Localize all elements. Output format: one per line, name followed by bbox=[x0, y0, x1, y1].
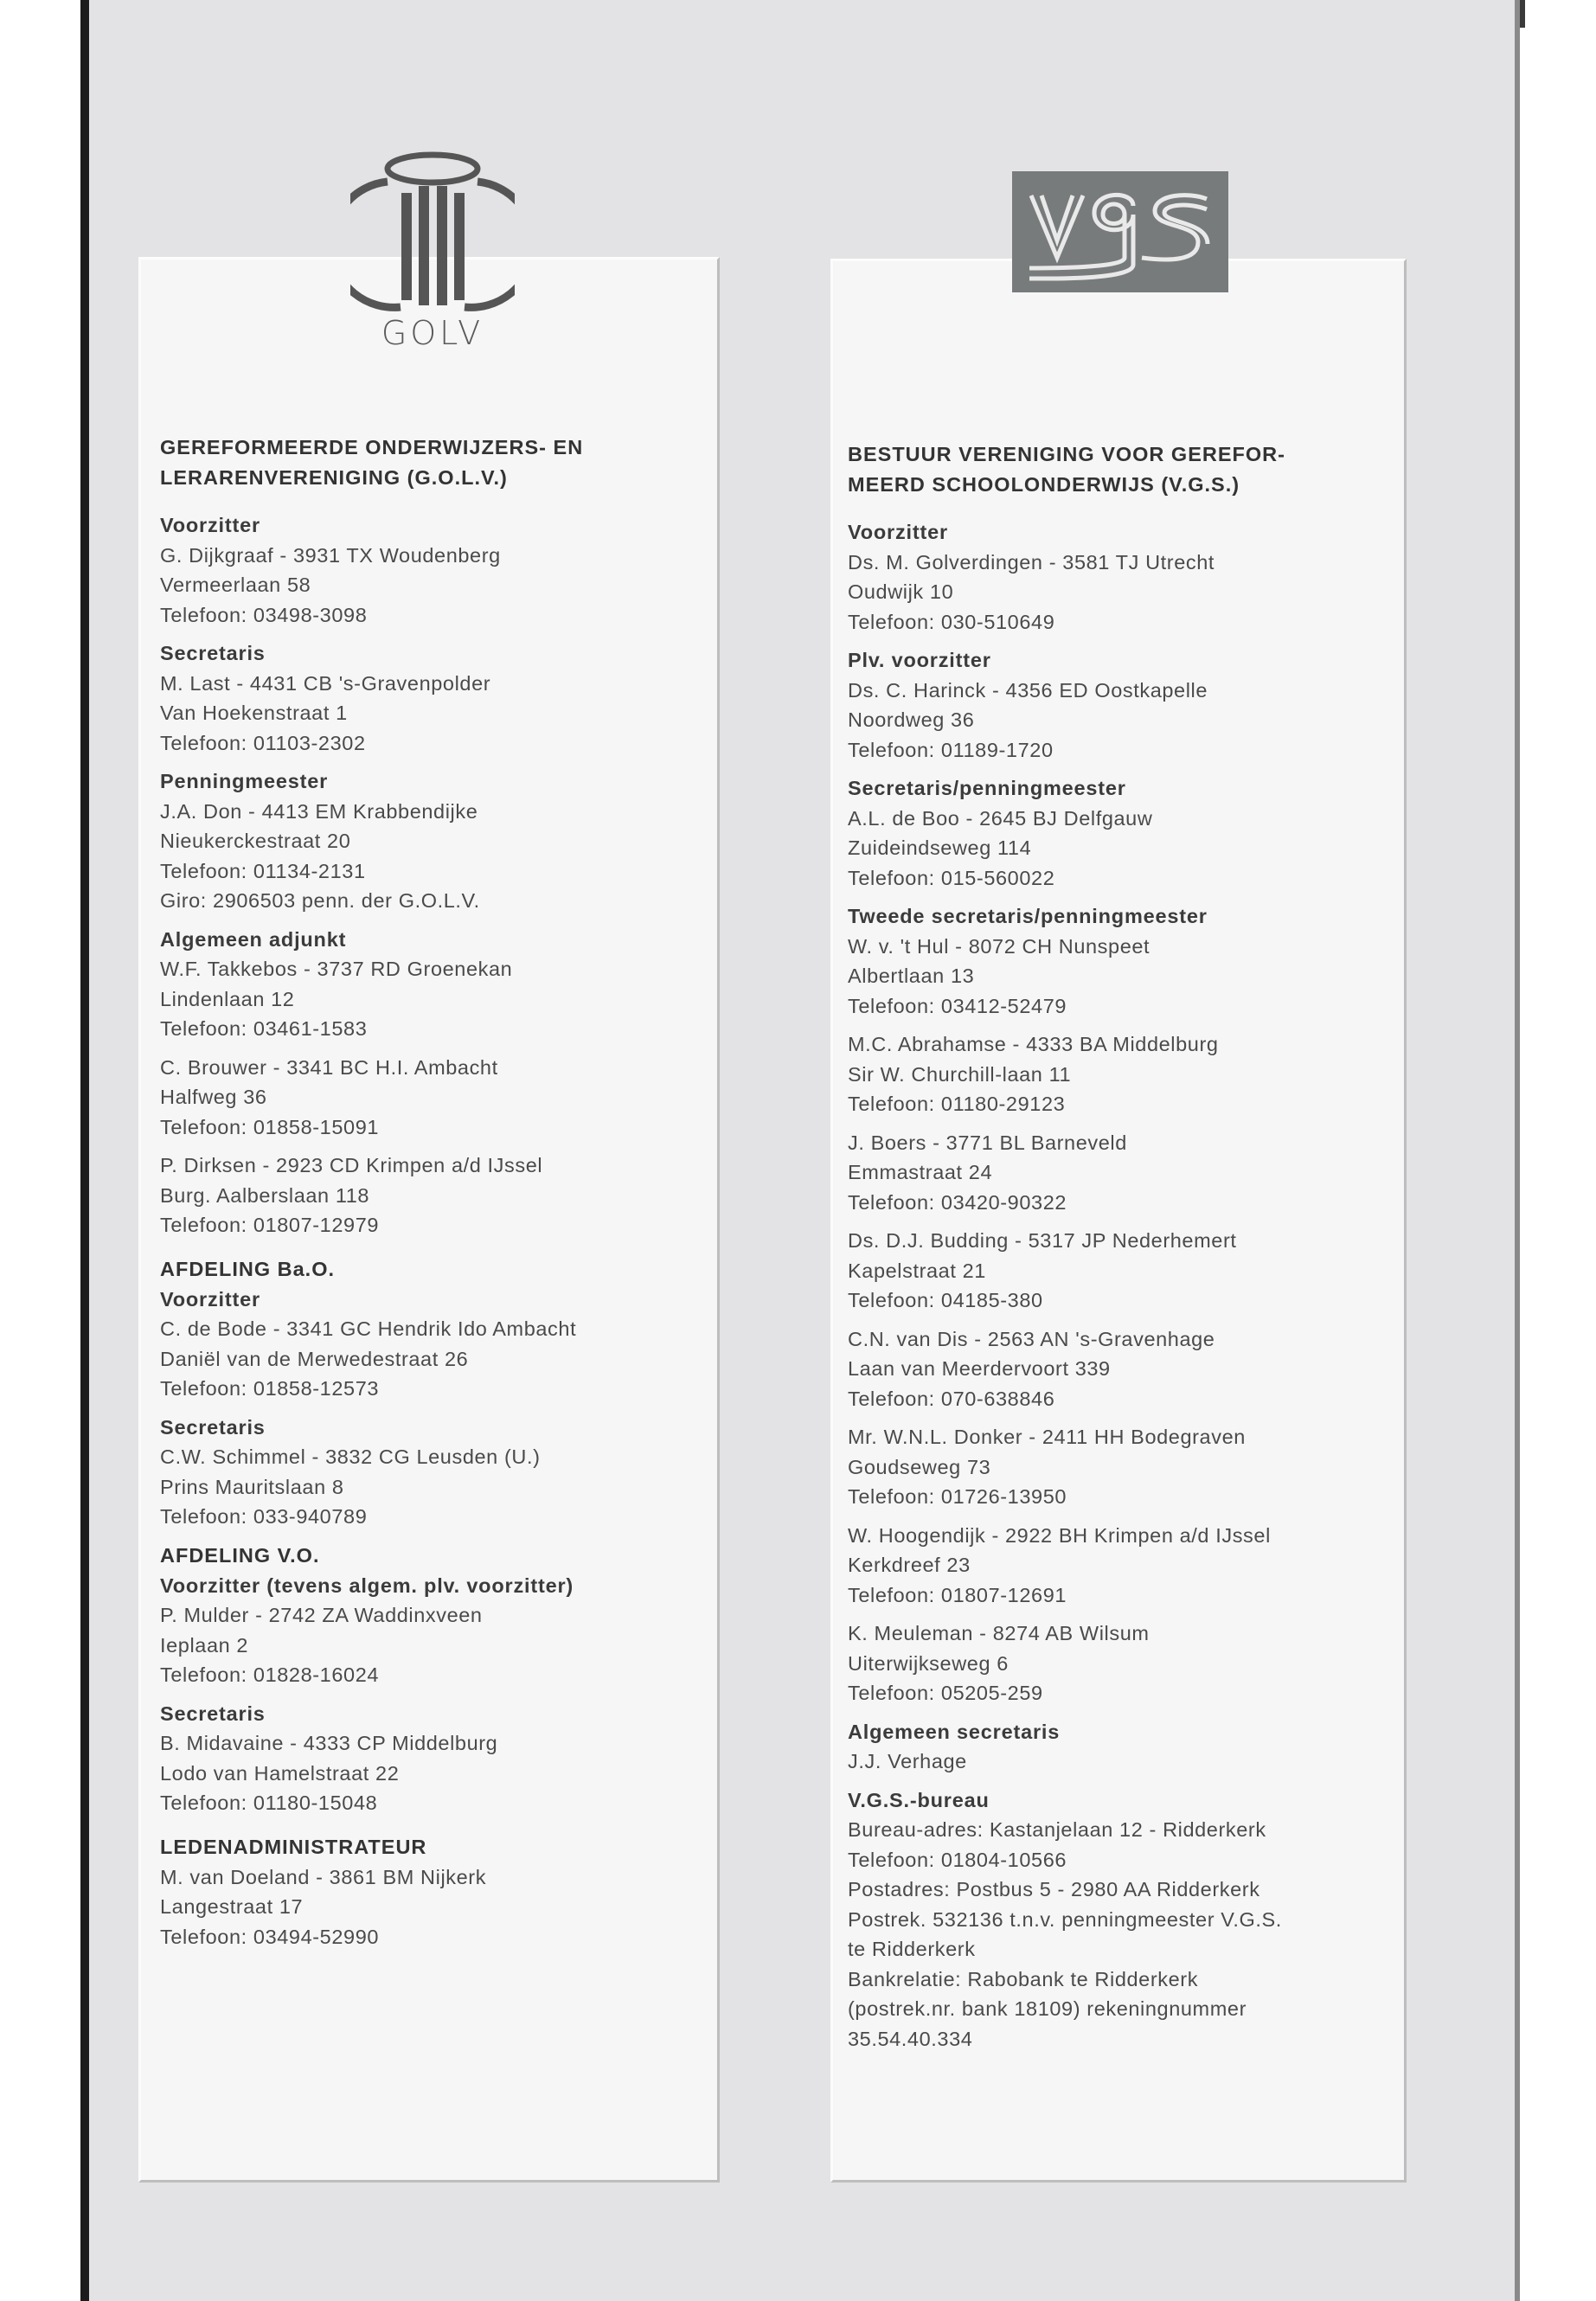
golv-heading: GEREFORMEERDE ONDERWIJZERS- EN bbox=[160, 436, 584, 458]
golv-contact-block bbox=[160, 1053, 705, 1143]
contact-line: C.N. van Dis - 2563 AN 's-Gravenhage bbox=[848, 1327, 1215, 1350]
vgs-logo bbox=[1012, 171, 1228, 292]
role-title: Voorzitter (tevens algem. plv. voorzitter) bbox=[160, 1574, 574, 1597]
vgs-contact-block bbox=[848, 1717, 1393, 1777]
golv-contact-block bbox=[160, 925, 705, 1044]
role-title: Secretaris bbox=[160, 1415, 266, 1439]
contact-line: Telefoon: 03412-52479 bbox=[848, 994, 1067, 1017]
role-title: Plv. voorzitter bbox=[848, 649, 991, 671]
contact-line: Emmastraat 24 bbox=[848, 1161, 993, 1183]
contact-line: M. van Doeland - 3861 BM Nijkerk bbox=[160, 1865, 487, 1888]
role-title: Voorzitter bbox=[160, 514, 260, 536]
vgs-contact-block bbox=[848, 1128, 1393, 1218]
contact-line: K. Meuleman - 8274 AB Wilsum bbox=[848, 1622, 1150, 1644]
contact-line: Telefoon: 01828-16024 bbox=[160, 1663, 380, 1686]
contact-line: Kapelstraat 21 bbox=[848, 1259, 986, 1282]
contact-line: Vermeerlaan 58 bbox=[160, 574, 311, 596]
contact-line: Zuideindseweg 114 bbox=[848, 836, 1032, 859]
golv-contact-block bbox=[160, 638, 705, 758]
contact-line: Telefoon: 01180-15048 bbox=[160, 1791, 378, 1814]
contact-line: Kerkdreef 23 bbox=[848, 1554, 971, 1576]
contact-line: Telefoon: 015-560022 bbox=[848, 866, 1055, 889]
contact-line: Telefoon: 033-940789 bbox=[160, 1505, 368, 1528]
contact-line: Telefoon: 01103-2302 bbox=[160, 731, 366, 754]
vgs-contact-block bbox=[848, 1324, 1393, 1414]
contact-line: Oudwijk 10 bbox=[848, 580, 954, 603]
contact-line: W.F. Takkebos - 3737 RD Groenekan bbox=[160, 958, 513, 980]
contact-line: J. Boers - 3771 BL Barneveld bbox=[848, 1131, 1127, 1154]
golv-heading: LERARENVERENIGING (G.O.L.V.) bbox=[160, 466, 508, 489]
contact-line: W. v. 't Hul - 8072 CH Nunspeet bbox=[848, 934, 1151, 958]
afdeling-vo-block bbox=[160, 1571, 705, 1690]
contact-line: P. Mulder - 2742 ZA Waddinxveen bbox=[160, 1604, 483, 1626]
contact-line: J.J. Verhage bbox=[848, 1750, 967, 1772]
role-title: Algemeen adjunkt bbox=[160, 927, 347, 951]
vgs-contact-block bbox=[848, 517, 1393, 637]
contact-line: M. Last - 4431 CB 's-Gravenpolder bbox=[160, 671, 491, 695]
contact-line: Bankrelatie: Rabobank te Ridderkerk bbox=[848, 1967, 1199, 1990]
vgs-contact-block bbox=[848, 1618, 1393, 1708]
vgs-emblem-icon bbox=[1012, 171, 1228, 292]
contact-line: Telefoon: 01807-12691 bbox=[848, 1583, 1067, 1606]
contact-line: C. Brouwer - 3341 BC H.I. Ambacht bbox=[160, 1055, 498, 1079]
contact-line: te Ridderkerk bbox=[848, 1938, 976, 1960]
contact-line: Telefoon: 070-638846 bbox=[848, 1387, 1055, 1410]
contact-line: Telefoon: 03461-1583 bbox=[160, 1017, 368, 1040]
contact-line: Bureau-adres: Kastanjelaan 12 - Ridderkerk bbox=[848, 1818, 1266, 1841]
vgs-contact-block bbox=[848, 1226, 1393, 1316]
afdeling-bao-block bbox=[160, 1285, 705, 1404]
contact-line: 35.54.40.334 bbox=[848, 2027, 973, 2050]
role-title: Secretaris/penningmeester bbox=[848, 777, 1126, 799]
contact-line: Telefoon: 01180-29123 bbox=[848, 1093, 1066, 1115]
contact-line: A.L. de Boo - 2645 BJ Delfgauw bbox=[848, 806, 1153, 830]
contact-line: Goudseweg 73 bbox=[848, 1455, 991, 1478]
contact-line: Telefoon: 01858-12573 bbox=[160, 1377, 380, 1400]
golv-content bbox=[160, 433, 705, 1952]
afdeling-bao-heading: AFDELING Ba.O. bbox=[160, 1257, 336, 1280]
contact-line: Telefoon: 01134-2131 bbox=[160, 859, 366, 882]
contact-line: Prins Mauritslaan 8 bbox=[160, 1475, 344, 1498]
contact-line: Noordweg 36 bbox=[848, 708, 975, 731]
contact-line: (postrek.nr. bank 18109) rekeningnummer bbox=[848, 1997, 1247, 2020]
contact-line: C.W. Schimmel - 3832 CG Leusden (U.) bbox=[160, 1445, 541, 1468]
contact-line: Van Hoekenstraat 1 bbox=[160, 702, 348, 724]
contact-line: Telefoon: 01807-12979 bbox=[160, 1214, 380, 1236]
role-title: Tweede secretaris/penningmeester bbox=[848, 905, 1208, 927]
contact-line: Telefoon: 030-510649 bbox=[848, 610, 1055, 633]
contact-line: Telefoon: 01804-10566 bbox=[848, 1848, 1067, 1871]
contact-line: Telefoon: 05205-259 bbox=[848, 1682, 1043, 1704]
role-title: V.G.S.-bureau bbox=[848, 1788, 990, 1811]
role-title: Secretaris bbox=[160, 1702, 266, 1725]
vgs-contact-block bbox=[848, 773, 1393, 893]
afdeling-vo-block bbox=[160, 1699, 705, 1818]
golv-logo bbox=[350, 134, 515, 359]
contact-line: Halfweg 36 bbox=[160, 1086, 267, 1108]
role-title: Secretaris bbox=[160, 642, 266, 664]
contact-line: M.C. Abrahamse - 4333 BA Middelburg bbox=[848, 1033, 1219, 1055]
contact-line: W. Hoogendijk - 2922 BH Krimpen a/d IJssel bbox=[848, 1523, 1271, 1547]
contact-line: Telefoon: 03420-90322 bbox=[848, 1190, 1067, 1214]
contact-line: Sir W. Churchill-laan 11 bbox=[848, 1062, 1072, 1086]
contact-line: C. de Bode - 3341 GC Hendrik Ido Ambacht bbox=[160, 1317, 577, 1340]
vgs-contact-block bbox=[848, 1521, 1393, 1611]
contact-line: Telefoon: 01189-1720 bbox=[848, 738, 1054, 761]
contact-line: Albertlaan 13 bbox=[848, 965, 975, 987]
contact-line: Laan van Meerdervoort 339 bbox=[848, 1357, 1111, 1380]
scan-mark bbox=[1520, 0, 1525, 28]
golv-contact-block bbox=[160, 510, 705, 630]
role-title: Voorzitter bbox=[160, 1287, 260, 1311]
contact-line: Telefoon: 01858-15091 bbox=[160, 1115, 380, 1138]
contact-line: Lindenlaan 12 bbox=[160, 987, 295, 1010]
contact-line: Langestraat 17 bbox=[160, 1895, 304, 1918]
vgs-contact-block bbox=[848, 901, 1393, 1021]
contact-line: Mr. W.N.L. Donker - 2411 HH Bodegraven bbox=[848, 1426, 1246, 1448]
golv-contact-block bbox=[160, 1150, 705, 1240]
contact-line: Telefoon: 03498-3098 bbox=[160, 603, 368, 626]
scan-left-shadow bbox=[80, 0, 89, 2301]
afdeling-bao-block bbox=[160, 1413, 705, 1532]
scan-right-edge bbox=[1515, 0, 1520, 2301]
ledenadministrateur-heading: LEDENADMINISTRATEUR bbox=[160, 1835, 427, 1858]
contact-line: Uiterwijkseweg 6 bbox=[848, 1651, 1009, 1675]
contact-line: Ds. M. Golverdingen - 3581 TJ Utrecht bbox=[848, 550, 1215, 574]
contact-line: Lodo van Hamelstraat 22 bbox=[160, 1761, 400, 1785]
contact-line: J.A. Don - 4413 EM Krabbendijke bbox=[160, 799, 478, 823]
contact-line: Postrek. 532136 t.n.v. penningmeester V.G.S. bbox=[848, 1907, 1282, 1931]
contact-line: Postadres: Postbus 5 - 2980 AA Ridderkerk bbox=[848, 1878, 1260, 1900]
contact-line: Ds. C. Harinck - 4356 ED Oostkapelle bbox=[848, 678, 1208, 702]
golv-contact-block bbox=[160, 766, 705, 916]
vgs-contact-block bbox=[848, 1785, 1393, 2054]
contact-line: Telefoon: 04185-380 bbox=[848, 1289, 1043, 1311]
contact-line: Giro: 2906503 penn. der G.O.L.V. bbox=[160, 889, 480, 912]
vgs-content bbox=[848, 439, 1393, 2062]
contact-line: Daniël van de Merwedestraat 26 bbox=[160, 1347, 469, 1370]
contact-line: G. Dijkgraaf - 3931 TX Woudenberg bbox=[160, 543, 501, 567]
role-title: Penningmeester bbox=[160, 770, 329, 792]
contact-line: Ieplaan 2 bbox=[160, 1633, 249, 1657]
role-title: Algemeen secretaris bbox=[848, 1720, 1061, 1743]
contact-line: Nieukerckestraat 20 bbox=[160, 830, 351, 852]
vgs-contact-block bbox=[848, 1029, 1393, 1119]
vgs-contact-block bbox=[848, 1422, 1393, 1512]
vgs-heading: BESTUUR VERENIGING VOOR GEREFOR- bbox=[848, 443, 1285, 465]
contact-line: Telefoon: 03494-52990 bbox=[160, 1925, 380, 1948]
contact-line: B. Midavaine - 4333 CP Middelburg bbox=[160, 1732, 498, 1754]
contact-line: P. Dirksen - 2923 CD Krimpen a/d IJssel bbox=[160, 1154, 543, 1176]
contact-line: Ds. D.J. Budding - 5317 JP Nederhemert bbox=[848, 1229, 1237, 1252]
role-title: Voorzitter bbox=[848, 521, 948, 543]
vgs-heading: MEERD SCHOOLONDERWIJS (V.G.S.) bbox=[848, 473, 1240, 496]
contact-line: Burg. Aalberslaan 118 bbox=[160, 1183, 370, 1207]
afdeling-vo-heading: AFDELING V.O. bbox=[160, 1543, 320, 1567]
contact-line: Telefoon: 01726-13950 bbox=[848, 1485, 1067, 1508]
golv-logo-text: GOLV bbox=[381, 314, 484, 352]
vgs-contact-block bbox=[848, 645, 1393, 765]
